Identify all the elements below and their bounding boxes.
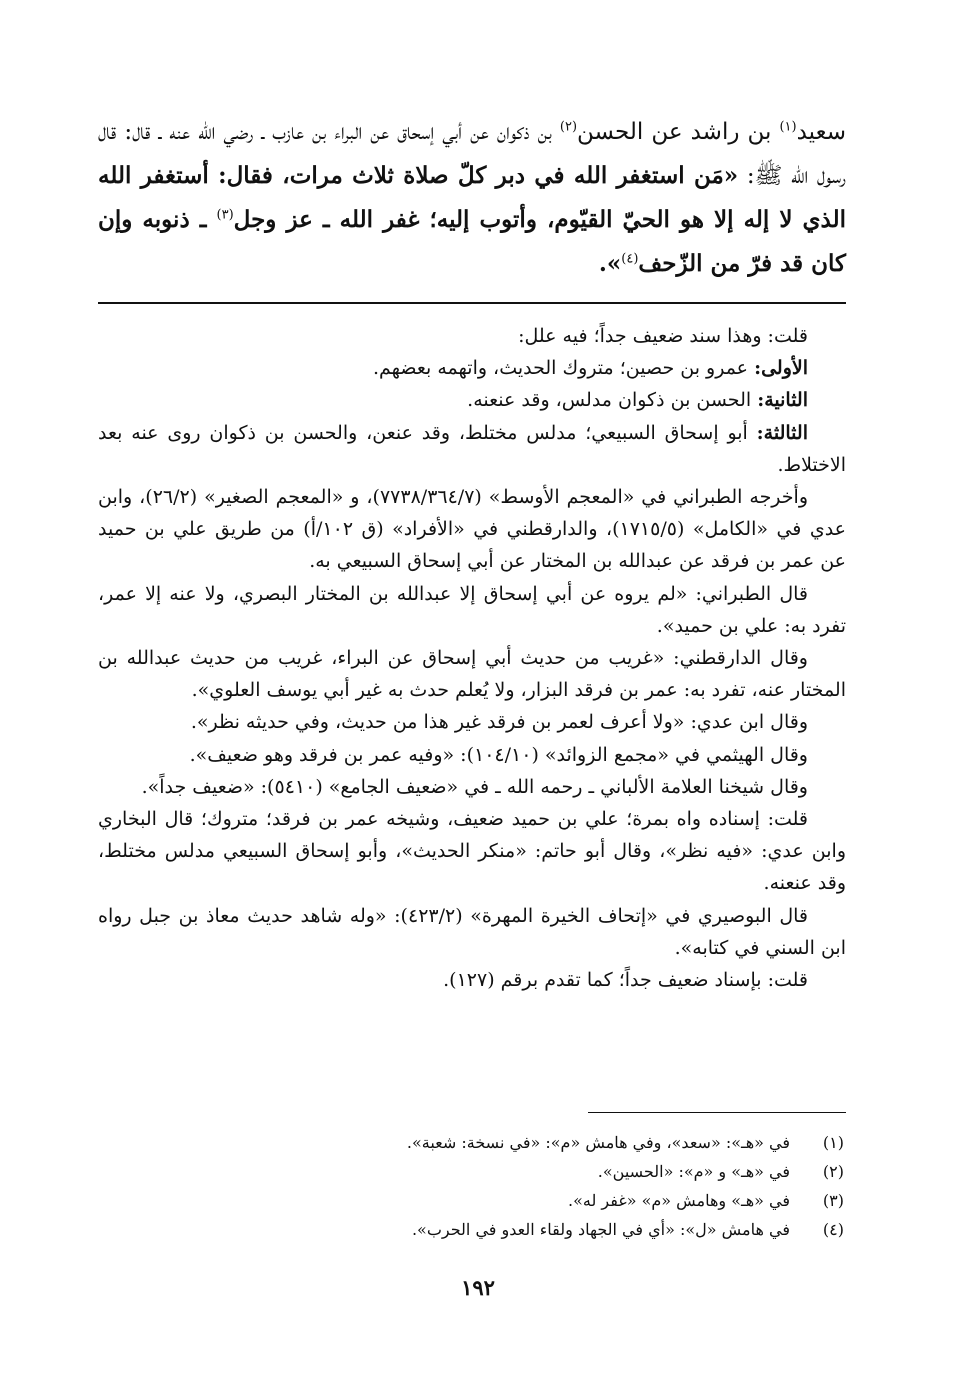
chain-text: بن ذكوان عن أبي إسحاق عن البراء بن عازب ـ رضي الله عنه ـ قال: قال رسول الله ﷺ: — [98, 119, 846, 189]
footnote-number: (١) — [822, 1133, 844, 1152]
footnote-number: (٤) — [822, 1220, 844, 1239]
defect-second — [98, 384, 846, 416]
main-text-block — [98, 110, 846, 286]
footnote-number: (٣) — [822, 1191, 844, 1210]
footnote-text: في هامش «ل»: «أي في الجهاد ولقاء العدو في الحرب». — [411, 1220, 790, 1239]
defect-text: عمرو بن حصين؛ متروك الحديث، واتهمه بعضهم. — [372, 357, 755, 380]
chain-text: بن راشد عن الحسن — [577, 119, 780, 145]
defect-text: أبو إسحاق السبيعي؛ مدلس مختلط، وقد عنعن، والحسن بن ذكوان روى عنه بعد الاختلاط. — [98, 421, 846, 476]
hadith-text: ـ ذنوبه وإن كان قد فرّ من الزّحف — [98, 206, 846, 277]
defect-first — [98, 352, 846, 384]
defect-third — [98, 417, 846, 481]
defect-label: الأولى: — [754, 357, 808, 380]
footnote-ref-1: (١) — [779, 119, 797, 135]
chain-text: سعيد — [796, 119, 846, 145]
footnote-ref-2: (٢) — [559, 119, 578, 135]
ibn-adi-quote: وقال ابن عدي: «ولا أعرف لعمر بن فرقد غير هذا من حديث، وفي حديثه نظر». — [190, 711, 808, 734]
hadith-text: «مَن استغفر الله في دبر كلّ صلاة ثلاث مرات، فقال: أستغفر الله الذي لا إله إلا هو الحيّ القيّوم، وأتوب إليه؛ غفر الله ـ عز وجل — [98, 162, 846, 233]
verdict-paragraph: قلت: إسناده واه بمرة؛ علي بن حميد ضعيف، وشيخه عمر بن فرقد؛ متروك؛ قال البخاري وابن عدي: «فيه نظر»، وقال أبو حاتم: «منكر الحديث»، وأبو إسحاق السبيعي مدلس مختلط، وقد عنعنه. — [98, 808, 846, 895]
section-divider — [98, 302, 846, 304]
daraqutni-quote: وقال الدارقطني: «غريب من حديث أبي إسحاق عن البراء، غريب من حديث عبدالله بن المختار عنه، تفرد به: عمر بن فرقد البزار، ولا يُعلم حدث به غير أبي يوسف العلوي». — [98, 647, 846, 702]
albani-quote: وقال شيخنا العلامة الألباني ـ رحمه الله ـ في «ضعيف الجامع» (٥٤١٠): «ضعيف جداً». — [141, 775, 808, 798]
footnote-divider — [588, 1112, 846, 1113]
tabarani-quote: قال الطبراني: «لم يروه عن أبي إسحاق إلا عبدالله بن المختار البصري، ولا عنه إلا عمر، تفرد به: علي بن حميد». — [98, 582, 846, 637]
footnote-ref-3: (٣) — [216, 207, 234, 223]
footnote-item — [98, 1215, 846, 1244]
haythami-quote: وقال الهيثمي في «مجمع الزوائد» (١٠٤/١٠): «وفيه عمر بن فرقد وهو ضعيف». — [189, 743, 808, 766]
defect-text: الحسن بن ذكوان مدلس، وقد عنعنه. — [467, 389, 758, 412]
page-number: ١٩٢ — [461, 1275, 495, 1300]
commentary-block — [98, 320, 846, 996]
footnote-ref-4: (٤) — [621, 251, 639, 267]
busiri-quote: قال البوصيري في «إتحاف الخيرة المهرة» (٤٢٣/٢): «وله شاهد حديث معاذ بن جبل رواه ابن السني في كتابه». — [98, 904, 846, 959]
footnote-text: في «هـ» و «م»: «الحسين». — [597, 1162, 790, 1181]
footnotes-list — [98, 1128, 846, 1244]
footnote-item — [98, 1186, 846, 1215]
hadith-text: ». — [598, 250, 622, 277]
footnote-text: في «هـ»: «سعد»، وفي هامش «م»: «في نسخة: شعبة». — [406, 1133, 790, 1152]
footnote-text: في «هـ» وهامش «م» «غفر له». — [567, 1191, 790, 1210]
footnote-number: (٢) — [822, 1162, 844, 1181]
footnote-item — [98, 1157, 846, 1186]
defect-label: الثالثة: — [756, 421, 808, 444]
defect-label: الثانية: — [757, 389, 808, 412]
takhrij-paragraph: وأخرجه الطبراني في «المعجم الأوسط» (٧٧٣٨/٣٦٤/٧)، و «المعجم الصغير» (٢٦/٢)، وابن عدي في «الكامل» (١٧١٥/٥)، والدارقطني في «الأفراد» (ق ١٠٢/أ) من طريق علي بن حميد عن عمر بن فرقد عن عبدالله بن المختار عن أبي إسحاق السبيعي به. — [98, 486, 846, 573]
commentary-intro: قلت: وهذا سند ضعيف جداً؛ فيه علل: — [518, 325, 808, 347]
closing-verdict: قلت: بإسناد ضعيف جداً؛ كما تقدم برقم (١٢٧). — [443, 969, 808, 992]
footnote-item — [98, 1128, 846, 1157]
hadith-paragraph — [98, 110, 846, 286]
